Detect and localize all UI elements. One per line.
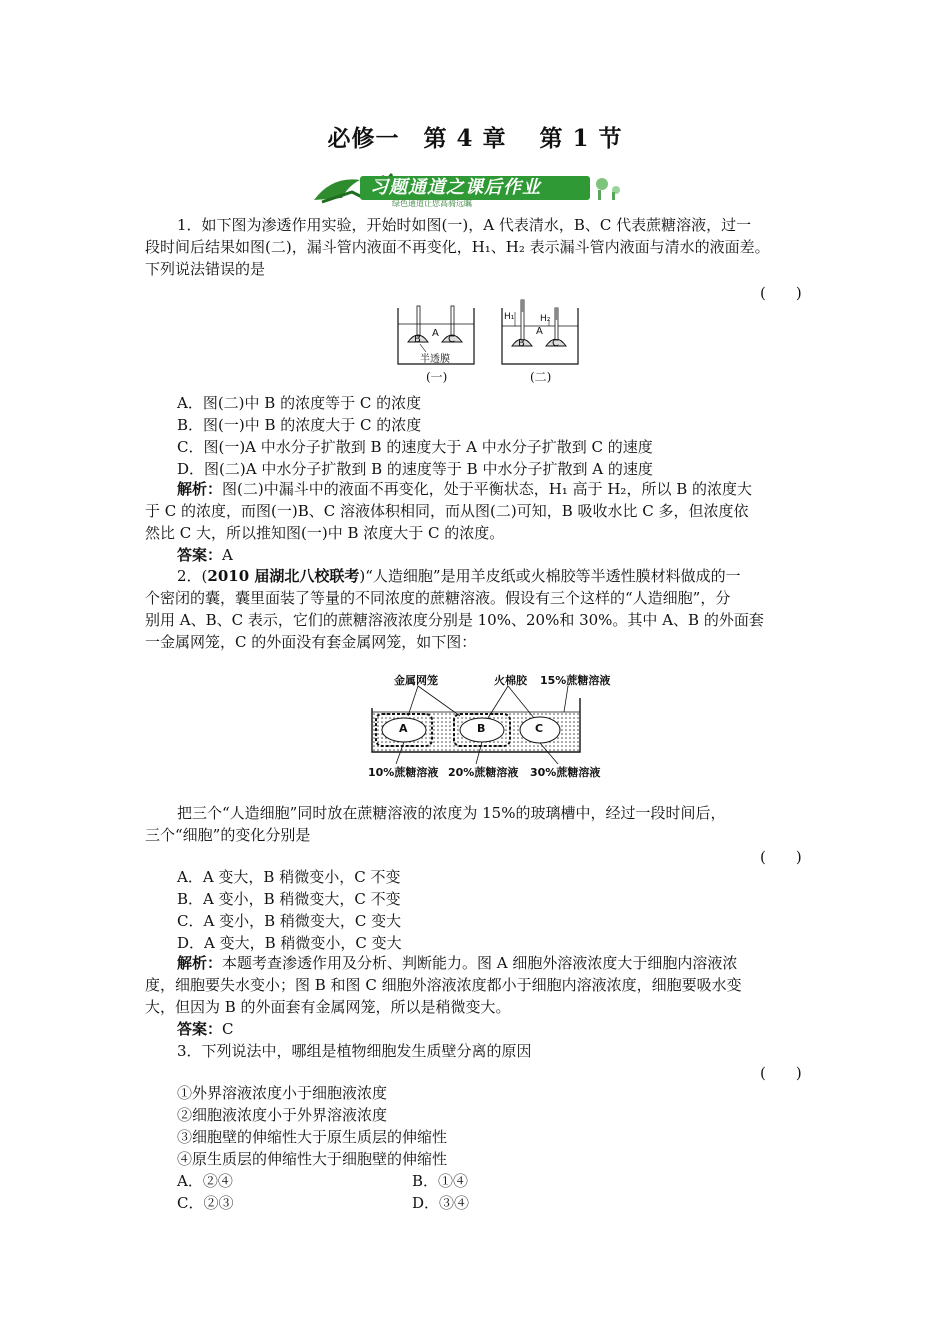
q1-analysis-label: 解析： — [177, 480, 223, 498]
q3-option-a: A．②④ — [177, 1172, 233, 1190]
q1-answer-value: A — [222, 546, 233, 564]
q3-answer-blank: ( ) — [760, 1064, 802, 1082]
q1-option-b: B．图(一)中 B 的浓度大于 C 的浓度 — [177, 416, 422, 434]
q2-line3: 别用 A、B、C 表示，它们的蔗糖溶液浓度分别是 10%、20%和 30%。其中 A、B 的外面套 — [145, 611, 764, 629]
label-solution-a: 10%蔗糖溶液 — [368, 766, 439, 779]
q2-line5: 把三个“人造细胞”同时放在蔗糖溶液的浓度为 15%的玻璃槽中，经过一段时间后， — [177, 804, 726, 822]
q3-item-1: ①外界溶液浓度小于细胞液浓度 — [177, 1084, 388, 1102]
q1-analysis-text1: 图(二)中漏斗中的液面不再变化，处于平衡状态，H₁ 高于 H₂，所以 B 的浓度大 — [222, 480, 753, 498]
label-collodion: 火棉胶 — [494, 674, 527, 687]
q2-analysis-line1 — [177, 952, 810, 974]
q3-item-4: ④原生质层的伸缩性大于细胞壁的伸缩性 — [177, 1150, 448, 1168]
label-b1: B — [414, 334, 421, 345]
q2-option-c: C．A 变小，B 稍微变大，C 变大 — [177, 912, 402, 930]
label-a1: A — [432, 328, 439, 339]
q1-line1: 1．如下图为渗透作用实验，开始时如图(一)，A 代表清水，B、C 代表蔗糖溶液，过一 — [177, 216, 752, 234]
q1-line2: 段时间后结果如图(二)，漏斗管内液面不再变化，H₁、H₂ 表示漏斗管内液面与清水的液面差。 — [145, 238, 770, 256]
q2-answer-label: 答案： — [177, 1020, 223, 1038]
label-membrane: 半透膜 — [420, 354, 450, 365]
q2-analysis-label: 解析： — [177, 954, 223, 972]
q2-line1 — [177, 565, 810, 587]
q3-option-d: D．③④ — [412, 1194, 470, 1212]
q2-analysis-text1: 本题考查渗透作用及分析、判断能力。图 A 细胞外溶液浓度大于细胞内溶液浓 — [222, 954, 738, 972]
q2-line6: 三个“细胞”的变化分别是 — [145, 826, 311, 844]
q2-answer — [177, 1018, 810, 1040]
q1-analysis-line2: 于 C 的浓度，而图(一)B、C 溶液体积相同，而从图(二)可知，B 吸收水比 C 多，但浓度依 — [145, 502, 749, 520]
caption-fig2: (二) — [530, 370, 552, 384]
label-cell-a: A — [399, 722, 408, 735]
q2-option-b: B．A 变小，B 稍微变大，C 不变 — [177, 890, 401, 908]
label-cell-b: B — [477, 722, 486, 735]
q2-line1-rest: )“人造细胞”是用羊皮纸或火棉胶等半透性膜材料做成的一 — [359, 567, 741, 585]
label-a2: A — [536, 326, 543, 337]
q2-analysis-line3: 大，但因为 B 的外面套有金属网笼，所以是稍微变大。 — [145, 998, 511, 1016]
label-cell-c: C — [535, 722, 544, 735]
q1-analysis-line1 — [177, 478, 810, 500]
caption-fig1: (一) — [426, 370, 448, 384]
label-h1: H₁ — [504, 312, 515, 322]
q2-option-d: D．A 变大，B 稍微变小，C 变大 — [177, 934, 402, 952]
q1-option-d: D．图(二)A 中水分子扩散到 B 的速度等于 B 中水分子扩散到 A 的速度 — [177, 460, 653, 478]
label-solution-c: 30%蔗糖溶液 — [530, 766, 601, 779]
q1-answer-blank: ( ) — [760, 284, 802, 302]
q1-option-a: A．图(二)中 B 的浓度等于 C 的浓度 — [177, 394, 422, 412]
label-b2: B — [518, 338, 525, 349]
q2-answer-value: C — [222, 1020, 234, 1038]
q3-line1: 3．下列说法中，哪组是植物细胞发生质壁分离的原因 — [177, 1042, 532, 1060]
label-metal-cage: 金属网笼 — [394, 674, 438, 687]
q2-answer-blank: ( ) — [760, 848, 802, 866]
q1-option-c: C．图(一)A 中水分子扩散到 B 的速度大于 A 中水分子扩散到 C 的速度 — [177, 438, 653, 456]
q1-answer-label: 答案： — [177, 546, 223, 564]
label-solution-b: 20%蔗糖溶液 — [448, 766, 519, 779]
banner-subtitle: 绿色通道让您高骑远瞩 — [392, 199, 472, 208]
q2-analysis-line2: 度，细胞要失水变小；图 B 和图 C 细胞外溶液浓度都小于细胞内溶液浓度，细胞要吸水变 — [145, 976, 742, 994]
q2-number: 2．( — [177, 567, 208, 585]
label-c1: C — [448, 334, 455, 345]
label-outer-solution: 15%蔗糖溶液 — [540, 674, 611, 687]
q2-artificial-cell-figure — [368, 668, 618, 780]
q1-analysis-line3: 然比 C 大，所以推知图(一)中 B 浓度大于 C 的浓度。 — [145, 524, 505, 542]
q1-answer — [177, 544, 810, 566]
q1-osmosis-figure — [390, 298, 590, 388]
label-h2: H₂ — [540, 314, 551, 324]
q3-option-c: C．②③ — [177, 1194, 234, 1212]
q2-source: 2010 届湖北八校联考 — [207, 567, 360, 585]
q3-option-b: B．①④ — [412, 1172, 469, 1190]
page-title: 必修一 第 4 章 第 1 节 — [327, 125, 623, 152]
section-banner — [312, 170, 634, 208]
label-c2: C — [552, 338, 559, 349]
q1-line3: 下列说法错误的是 — [145, 260, 266, 278]
banner-title: 习题通道之课后作业 — [370, 177, 541, 198]
q3-item-2: ②细胞液浓度小于外界溶液浓度 — [177, 1106, 388, 1124]
q2-line4: 一金属网笼，C 的外面没有套金属网笼，如下图： — [145, 633, 477, 651]
q3-item-3: ③细胞壁的伸缩性大于原生质层的伸缩性 — [177, 1128, 448, 1146]
q2-line2: 个密闭的囊，囊里面装了等量的不同浓度的蔗糖溶液。假设有三个这样的“人造细胞”，分 — [145, 589, 731, 607]
q2-option-a: A．A 变大，B 稍微变小，C 不变 — [177, 868, 401, 886]
